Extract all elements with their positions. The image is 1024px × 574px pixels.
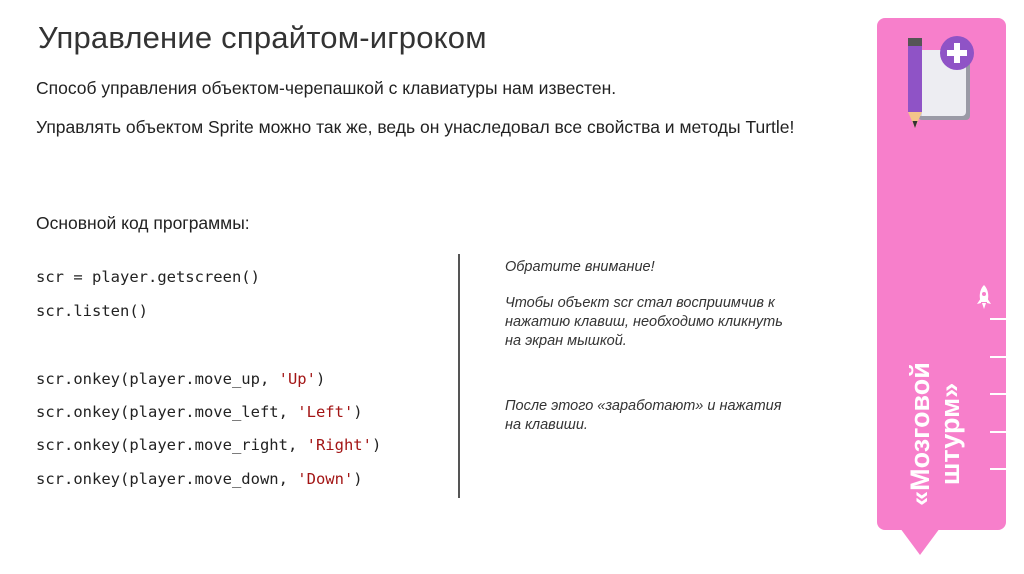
banner-pointer <box>900 528 940 555</box>
note-text: Чтобы объект scr стал восприимчив к нажатию клавиш, необходимо кликнуть на экран мышкой. <box>505 295 783 349</box>
note-heading: Обратите внимание! <box>505 259 655 275</box>
notebook-pencil-plus-icon <box>900 32 980 132</box>
sprite-paragraph: Управлять объектом Sprite можно так же, ведь он унаследовал все свойства и методы Turtle! <box>36 117 795 137</box>
ruler-ticks <box>990 318 1006 488</box>
banner-line: штурм» <box>935 382 965 486</box>
code-line: scr = player.getscreen() <box>36 268 260 286</box>
vertical-divider <box>458 254 460 498</box>
code-line: scr.onkey(player.move_right, 'Right') <box>36 436 382 454</box>
rocket-icon <box>975 284 993 310</box>
code-line: scr.onkey(player.move_up, 'Up') <box>36 370 326 388</box>
code-heading: Основной код программы: <box>36 213 250 233</box>
slide-title: Управление спрайтом-игроком <box>38 20 487 55</box>
code-line: scr.onkey(player.move_left, 'Left') <box>36 403 363 421</box>
code-line: scr.onkey(player.move_down, 'Down') <box>36 470 363 488</box>
note-text: После этого «заработают» и нажатия на клавиши. <box>505 398 782 433</box>
banner-line: «Мозговой <box>905 362 935 506</box>
intro-paragraph: Способ управления объектом-черепашкой с клавиатуры нам известен. <box>36 78 617 98</box>
code-line: scr.listen() <box>36 302 148 320</box>
